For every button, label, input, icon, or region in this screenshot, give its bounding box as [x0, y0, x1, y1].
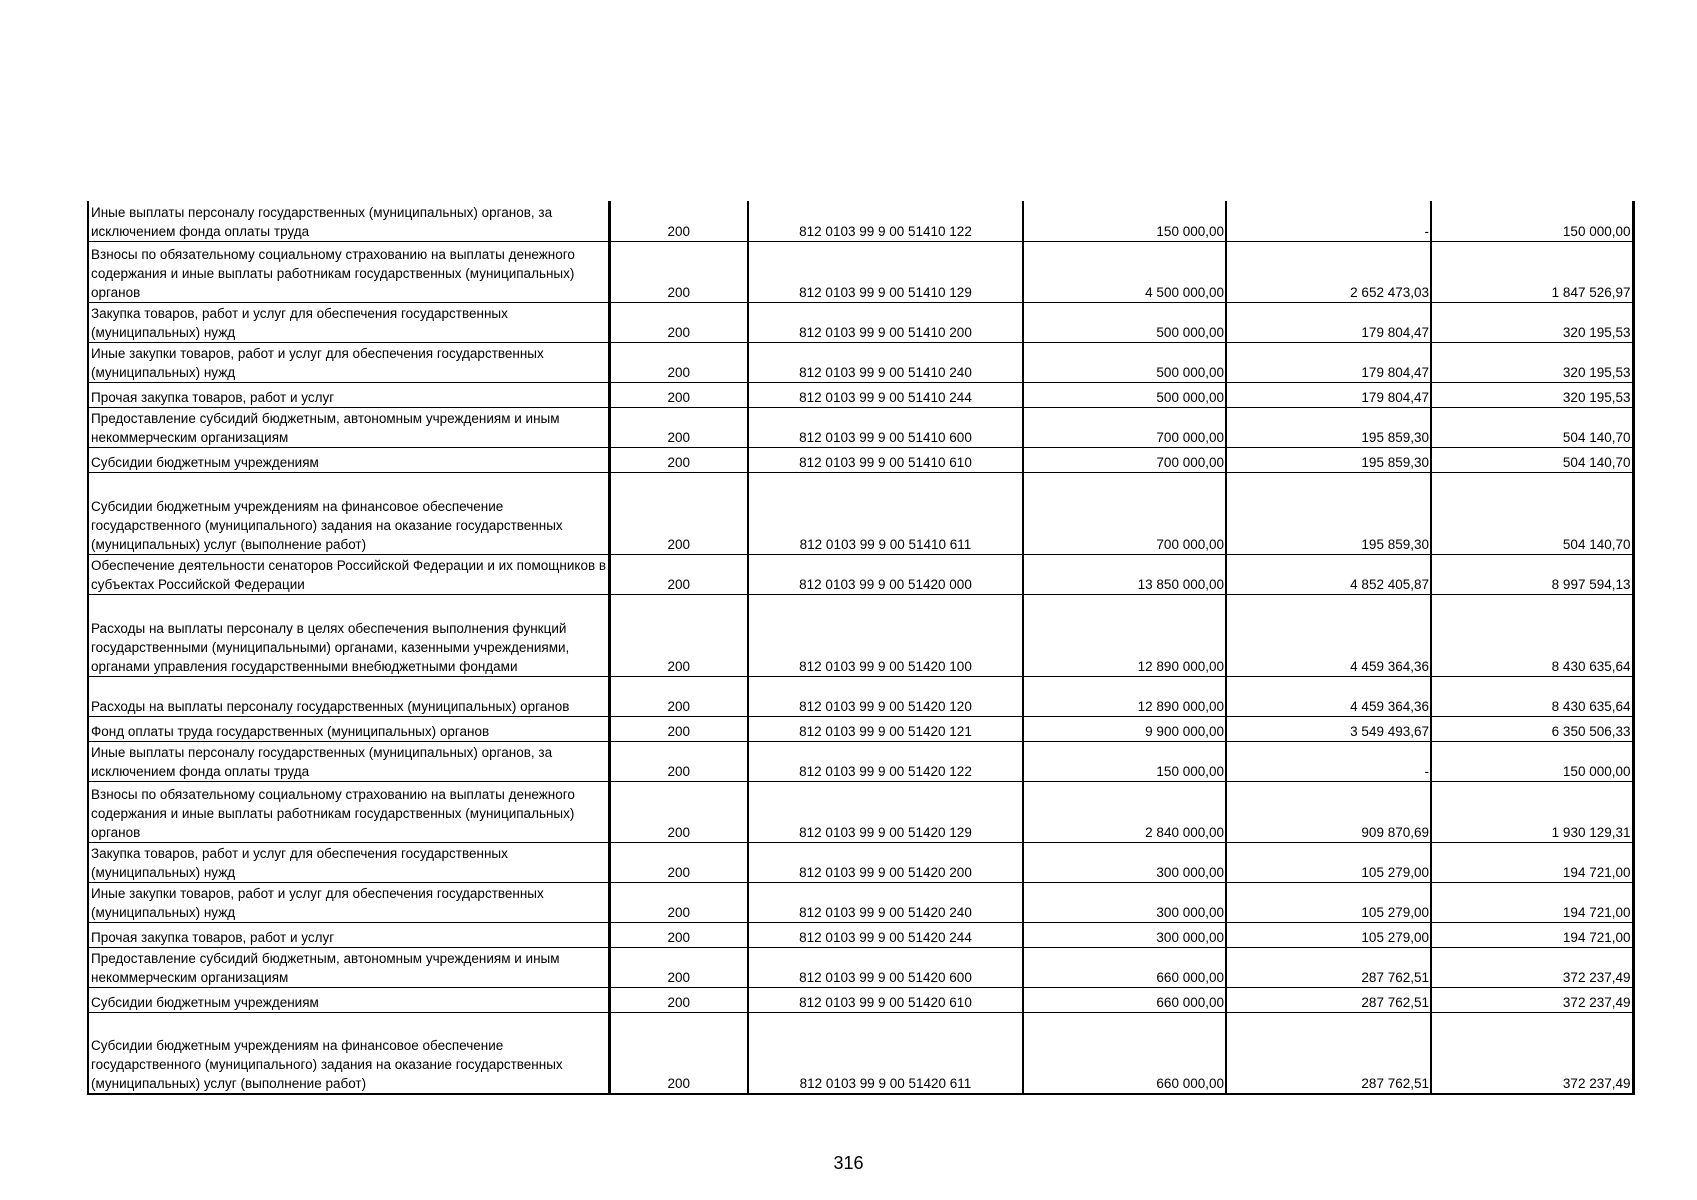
- table-row: [88, 472, 1633, 554]
- row-name-cell: Прочая закупка товаров, работ и услуг: [88, 382, 609, 407]
- row-executed-amount-cell: 4 459 364,36: [1226, 594, 1431, 676]
- row-name-cell: Взносы по обязательному социальному страхованию на выплаты денежного содержания и иные выплаты работникам государственных (муниципальных) органов: [88, 241, 609, 302]
- row-classification-code-cell: 812 0103 99 9 00 51420 121: [748, 716, 1023, 741]
- row-executed-amount-cell: 4 852 405,87: [1226, 554, 1431, 594]
- table-row: [88, 554, 1633, 594]
- row-unexecuted-amount-cell: 504 140,70: [1431, 472, 1633, 554]
- row-unexecuted-amount-cell: 320 195,53: [1431, 382, 1633, 407]
- row-unexecuted-amount-cell: 150 000,00: [1431, 741, 1633, 781]
- row-executed-amount-cell: 195 859,30: [1226, 407, 1431, 447]
- row-line-code-cell: 200: [609, 987, 748, 1012]
- row-name-cell: Иные закупки товаров, работ и услуг для обеспечения государственных (муниципальных) нужд: [88, 882, 609, 922]
- row-executed-amount-cell: -: [1226, 201, 1431, 241]
- row-unexecuted-amount-cell: 194 721,00: [1431, 882, 1633, 922]
- table-row: [88, 676, 1633, 716]
- row-name-cell: Субсидии бюджетным учреждениям: [88, 987, 609, 1012]
- row-line-code-cell: 200: [609, 781, 748, 842]
- row-executed-amount-cell: 105 279,00: [1226, 882, 1431, 922]
- row-approved-amount-cell: 150 000,00: [1023, 741, 1226, 781]
- row-approved-amount-cell: 500 000,00: [1023, 382, 1226, 407]
- row-line-code-cell: 200: [609, 741, 748, 781]
- row-line-code-cell: 200: [609, 594, 748, 676]
- row-name-cell: Прочая закупка товаров, работ и услуг: [88, 922, 609, 947]
- row-approved-amount-cell: 500 000,00: [1023, 342, 1226, 382]
- row-classification-code-cell: 812 0103 99 9 00 51420 240: [748, 882, 1023, 922]
- row-classification-code-cell: 812 0103 99 9 00 51420 600: [748, 947, 1023, 987]
- row-classification-code-cell: 812 0103 99 9 00 51410 240: [748, 342, 1023, 382]
- row-approved-amount-cell: 13 850 000,00: [1023, 554, 1226, 594]
- row-line-code-cell: 200: [609, 922, 748, 947]
- row-approved-amount-cell: 500 000,00: [1023, 302, 1226, 342]
- row-classification-code-cell: 812 0103 99 9 00 51410 129: [748, 241, 1023, 302]
- row-name-cell: Предоставление субсидий бюджетным, автономным учреждениям и иным некоммерческим организациям: [88, 947, 609, 987]
- row-classification-code-cell: 812 0103 99 9 00 51410 122: [748, 201, 1023, 241]
- row-executed-amount-cell: 2 652 473,03: [1226, 241, 1431, 302]
- row-line-code-cell: 200: [609, 716, 748, 741]
- row-classification-code-cell: 812 0103 99 9 00 51420 200: [748, 842, 1023, 882]
- row-approved-amount-cell: 2 840 000,00: [1023, 781, 1226, 842]
- table-row: [88, 382, 1633, 407]
- row-approved-amount-cell: 150 000,00: [1023, 201, 1226, 241]
- row-executed-amount-cell: 287 762,51: [1226, 1012, 1431, 1094]
- row-executed-amount-cell: 4 459 364,36: [1226, 676, 1431, 716]
- table-row: [88, 241, 1633, 302]
- row-name-cell: Расходы на выплаты персоналу в целях обеспечения выполнения функций государственными (муниципальными) органами, казенными учреждениями, органами управления государственными внебюджетными фондами: [88, 594, 609, 676]
- row-line-code-cell: 200: [609, 447, 748, 472]
- row-unexecuted-amount-cell: 8 430 635,64: [1431, 676, 1633, 716]
- row-name-cell: Предоставление субсидий бюджетным, автономным учреждениям и иным некоммерческим организациям: [88, 407, 609, 447]
- row-unexecuted-amount-cell: 1 930 129,31: [1431, 781, 1633, 842]
- row-approved-amount-cell: 9 900 000,00: [1023, 716, 1226, 741]
- row-classification-code-cell: 812 0103 99 9 00 51410 244: [748, 382, 1023, 407]
- row-unexecuted-amount-cell: 6 350 506,33: [1431, 716, 1633, 741]
- row-executed-amount-cell: 179 804,47: [1226, 382, 1431, 407]
- row-line-code-cell: 200: [609, 407, 748, 447]
- table-row: [88, 947, 1633, 987]
- row-name-cell: Фонд оплаты труда государственных (муниципальных) органов: [88, 716, 609, 741]
- row-name-cell: Закупка товаров, работ и услуг для обеспечения государственных (муниципальных) нужд: [88, 302, 609, 342]
- row-executed-amount-cell: 287 762,51: [1226, 987, 1431, 1012]
- row-classification-code-cell: 812 0103 99 9 00 51410 610: [748, 447, 1023, 472]
- row-name-cell: Расходы на выплаты персоналу государственных (муниципальных) органов: [88, 676, 609, 716]
- row-executed-amount-cell: 195 859,30: [1226, 447, 1431, 472]
- row-unexecuted-amount-cell: 372 237,49: [1431, 947, 1633, 987]
- row-classification-code-cell: 812 0103 99 9 00 51420 120: [748, 676, 1023, 716]
- table-row: [88, 922, 1633, 947]
- table-row: [88, 716, 1633, 741]
- row-executed-amount-cell: 287 762,51: [1226, 947, 1431, 987]
- table-row: [88, 447, 1633, 472]
- row-executed-amount-cell: 179 804,47: [1226, 302, 1431, 342]
- row-unexecuted-amount-cell: 320 195,53: [1431, 342, 1633, 382]
- row-approved-amount-cell: 300 000,00: [1023, 842, 1226, 882]
- row-unexecuted-amount-cell: 1 847 526,97: [1431, 241, 1633, 302]
- row-classification-code-cell: 812 0103 99 9 00 51420 610: [748, 987, 1023, 1012]
- row-approved-amount-cell: 700 000,00: [1023, 407, 1226, 447]
- row-unexecuted-amount-cell: 372 237,49: [1431, 1012, 1633, 1094]
- table-row: [88, 407, 1633, 447]
- table-row: [88, 882, 1633, 922]
- row-line-code-cell: 200: [609, 472, 748, 554]
- table-body: [88, 201, 1633, 1094]
- row-name-cell: Иные выплаты персоналу государственных (муниципальных) органов, за исключением фонда оплаты труда: [88, 201, 609, 241]
- row-line-code-cell: 200: [609, 676, 748, 716]
- row-unexecuted-amount-cell: 372 237,49: [1431, 987, 1633, 1012]
- table-row: [88, 342, 1633, 382]
- row-classification-code-cell: 812 0103 99 9 00 51410 200: [748, 302, 1023, 342]
- row-line-code-cell: 200: [609, 842, 748, 882]
- row-approved-amount-cell: 12 890 000,00: [1023, 676, 1226, 716]
- row-classification-code-cell: 812 0103 99 9 00 51420 000: [748, 554, 1023, 594]
- row-approved-amount-cell: 660 000,00: [1023, 1012, 1226, 1094]
- row-executed-amount-cell: 105 279,00: [1226, 922, 1431, 947]
- row-approved-amount-cell: 700 000,00: [1023, 472, 1226, 554]
- table-row: [88, 987, 1633, 1012]
- row-unexecuted-amount-cell: 194 721,00: [1431, 842, 1633, 882]
- row-name-cell: Субсидии бюджетным учреждениям на финансовое обеспечение государственного (муниципального) задания на оказание государственных (муниципальных) услуг (выполнение работ): [88, 1012, 609, 1094]
- row-classification-code-cell: 812 0103 99 9 00 51420 611: [748, 1012, 1023, 1094]
- row-approved-amount-cell: 4 500 000,00: [1023, 241, 1226, 302]
- row-unexecuted-amount-cell: 504 140,70: [1431, 407, 1633, 447]
- row-line-code-cell: 200: [609, 302, 748, 342]
- budget-execution-table: [87, 201, 1635, 1095]
- row-name-cell: Закупка товаров, работ и услуг для обеспечения государственных (муниципальных) нужд: [88, 842, 609, 882]
- row-line-code-cell: 200: [609, 1012, 748, 1094]
- row-name-cell: Субсидии бюджетным учреждениям: [88, 447, 609, 472]
- row-approved-amount-cell: 300 000,00: [1023, 922, 1226, 947]
- table-row: [88, 781, 1633, 842]
- row-line-code-cell: 200: [609, 382, 748, 407]
- row-line-code-cell: 200: [609, 554, 748, 594]
- row-line-code-cell: 200: [609, 947, 748, 987]
- table-row: [88, 594, 1633, 676]
- table-row: [88, 842, 1633, 882]
- row-executed-amount-cell: 3 549 493,67: [1226, 716, 1431, 741]
- row-classification-code-cell: 812 0103 99 9 00 51420 122: [748, 741, 1023, 781]
- row-approved-amount-cell: 660 000,00: [1023, 987, 1226, 1012]
- row-approved-amount-cell: 12 890 000,00: [1023, 594, 1226, 676]
- row-executed-amount-cell: 195 859,30: [1226, 472, 1431, 554]
- row-approved-amount-cell: 300 000,00: [1023, 882, 1226, 922]
- row-line-code-cell: 200: [609, 201, 748, 241]
- row-classification-code-cell: 812 0103 99 9 00 51420 129: [748, 781, 1023, 842]
- row-name-cell: Взносы по обязательному социальному страхованию на выплаты денежного содержания и иные выплаты работникам государственных (муниципальных) органов: [88, 781, 609, 842]
- row-name-cell: Субсидии бюджетным учреждениям на финансовое обеспечение государственного (муниципального) задания на оказание государственных (муниципальных) услуг (выполнение работ): [88, 472, 609, 554]
- row-classification-code-cell: 812 0103 99 9 00 51410 600: [748, 407, 1023, 447]
- table-row: [88, 201, 1633, 241]
- row-name-cell: Иные выплаты персоналу государственных (муниципальных) органов, за исключением фонда оплаты труда: [88, 741, 609, 781]
- row-unexecuted-amount-cell: 194 721,00: [1431, 922, 1633, 947]
- row-name-cell: Обеспечение деятельности сенаторов Российской Федерации и их помощников в субъектах Российской Федерации: [88, 554, 609, 594]
- row-line-code-cell: 200: [609, 882, 748, 922]
- table-row: [88, 302, 1633, 342]
- table-row: [88, 1012, 1633, 1094]
- row-unexecuted-amount-cell: 320 195,53: [1431, 302, 1633, 342]
- row-unexecuted-amount-cell: 150 000,00: [1431, 201, 1633, 241]
- table-row: [88, 741, 1633, 781]
- row-unexecuted-amount-cell: 504 140,70: [1431, 447, 1633, 472]
- row-executed-amount-cell: -: [1226, 741, 1431, 781]
- row-executed-amount-cell: 179 804,47: [1226, 342, 1431, 382]
- row-unexecuted-amount-cell: 8 430 635,64: [1431, 594, 1633, 676]
- row-approved-amount-cell: 660 000,00: [1023, 947, 1226, 987]
- row-line-code-cell: 200: [609, 241, 748, 302]
- row-classification-code-cell: 812 0103 99 9 00 51410 611: [748, 472, 1023, 554]
- row-classification-code-cell: 812 0103 99 9 00 51420 100: [748, 594, 1023, 676]
- row-name-cell: Иные закупки товаров, работ и услуг для обеспечения государственных (муниципальных) нужд: [88, 342, 609, 382]
- row-unexecuted-amount-cell: 8 997 594,13: [1431, 554, 1633, 594]
- row-approved-amount-cell: 700 000,00: [1023, 447, 1226, 472]
- row-classification-code-cell: 812 0103 99 9 00 51420 244: [748, 922, 1023, 947]
- row-executed-amount-cell: 105 279,00: [1226, 842, 1431, 882]
- row-line-code-cell: 200: [609, 342, 748, 382]
- page-number: 316: [833, 1153, 864, 1173]
- row-executed-amount-cell: 909 870,69: [1226, 781, 1431, 842]
